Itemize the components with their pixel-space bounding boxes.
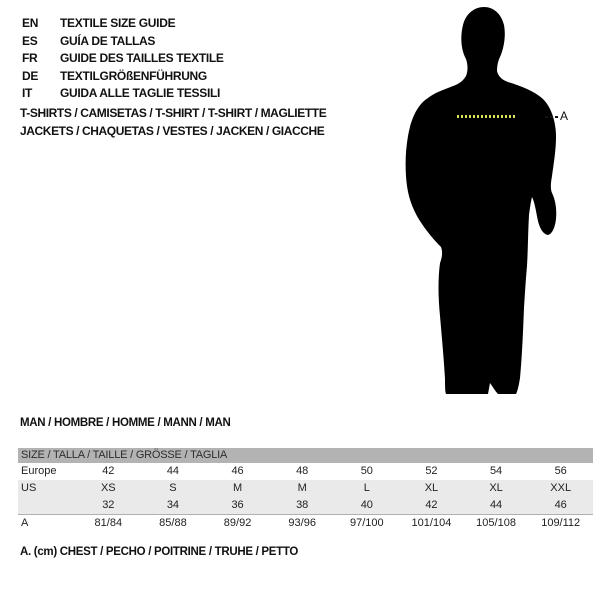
table-cell: 105/108 <box>476 517 516 529</box>
table-cell: 54 <box>489 465 503 477</box>
man-silhouette <box>403 0 573 400</box>
footnote-chest: A. (cm) CHEST / PECHO / POITRINE / TRUHE / PETTO <box>20 546 299 558</box>
chest-measure-line-outer <box>545 116 559 118</box>
table-row-us-numeric <box>18 497 593 514</box>
size-table-header: SIZE / TALLA / TAILLE / GRÖSSE / TAGLIA <box>18 448 593 463</box>
language-row <box>22 33 224 51</box>
table-cell: 42 <box>425 499 438 511</box>
table-cell: 48 <box>296 465 309 477</box>
table-cell: 42 <box>102 465 115 477</box>
row-label: US <box>21 482 37 494</box>
table-row-a-chest <box>18 514 593 531</box>
language-code: DE <box>22 68 39 83</box>
table-cell: 46 <box>554 499 567 511</box>
table-cell: 81/84 <box>94 517 123 529</box>
language-row <box>22 85 224 103</box>
row-label: A <box>21 517 29 529</box>
table-cell: M <box>297 482 307 494</box>
table-cell: 93/96 <box>288 517 316 529</box>
table-cell: 56 <box>554 465 567 477</box>
table-cell: 50 <box>360 465 373 477</box>
table-cell: XXL <box>550 482 572 494</box>
man-silhouette-shape <box>406 7 557 394</box>
measure-label-a: A <box>560 109 568 123</box>
table-cell: 101/104 <box>411 517 452 529</box>
language-list <box>22 15 224 103</box>
table-cell: 52 <box>425 465 438 477</box>
language-title: GUIDA ALLE TAGLIE TESSILI <box>60 86 221 101</box>
category-tshirts: T-SHIRTS / CAMISETAS / T-SHIRT / T-SHIRT / MAGLIETTE <box>20 106 327 120</box>
category-jackets: JACKETS / CHAQUETAS / VESTES / JACKEN / GIACCHE <box>20 124 325 138</box>
table-row-europe <box>18 463 593 480</box>
table-cell: 44 <box>166 465 180 477</box>
language-row <box>22 50 224 68</box>
row-label: Europe <box>21 465 57 477</box>
table-cell: 44 <box>489 499 503 511</box>
row-label <box>18 497 76 514</box>
table-cell: M <box>232 482 243 494</box>
table-cell: 34 <box>166 499 180 511</box>
table-cell: XL <box>489 482 503 494</box>
language-code: EN <box>22 16 39 30</box>
table-row-us <box>18 480 593 497</box>
language-title: TEXTILGRÖßENFÜHRUNG <box>60 68 207 83</box>
language-code: IT <box>22 86 33 101</box>
chest-measure-line-inner <box>457 115 516 118</box>
table-cell: 38 <box>296 499 309 511</box>
language-title: GUÍA DE TALLAS <box>60 33 156 48</box>
table-cell: 36 <box>231 499 244 511</box>
table-cell: XS <box>100 482 116 494</box>
table-cell: 89/92 <box>223 517 252 529</box>
table-cell: 40 <box>360 499 373 511</box>
language-title: TEXTILE SIZE GUIDE <box>60 16 176 30</box>
table-cell: 97/100 <box>349 517 384 529</box>
category-list <box>20 104 326 140</box>
table-cell: XL <box>424 482 439 494</box>
size-table <box>18 448 593 531</box>
table-cell: S <box>169 482 177 494</box>
language-row <box>22 15 224 33</box>
table-cell: L <box>363 482 370 494</box>
section-title-man: MAN / HOMBRE / HOMME / MANN / MAN <box>20 417 231 429</box>
language-code: ES <box>22 33 38 48</box>
table-cell: 109/112 <box>541 517 581 529</box>
language-row <box>22 68 224 86</box>
table-cell: 32 <box>102 499 115 511</box>
language-title: GUIDE DES TAILLES TEXTILE <box>60 51 224 66</box>
table-cell: 85/88 <box>159 517 187 529</box>
table-cell: 46 <box>231 465 244 477</box>
language-code: FR <box>22 51 38 66</box>
